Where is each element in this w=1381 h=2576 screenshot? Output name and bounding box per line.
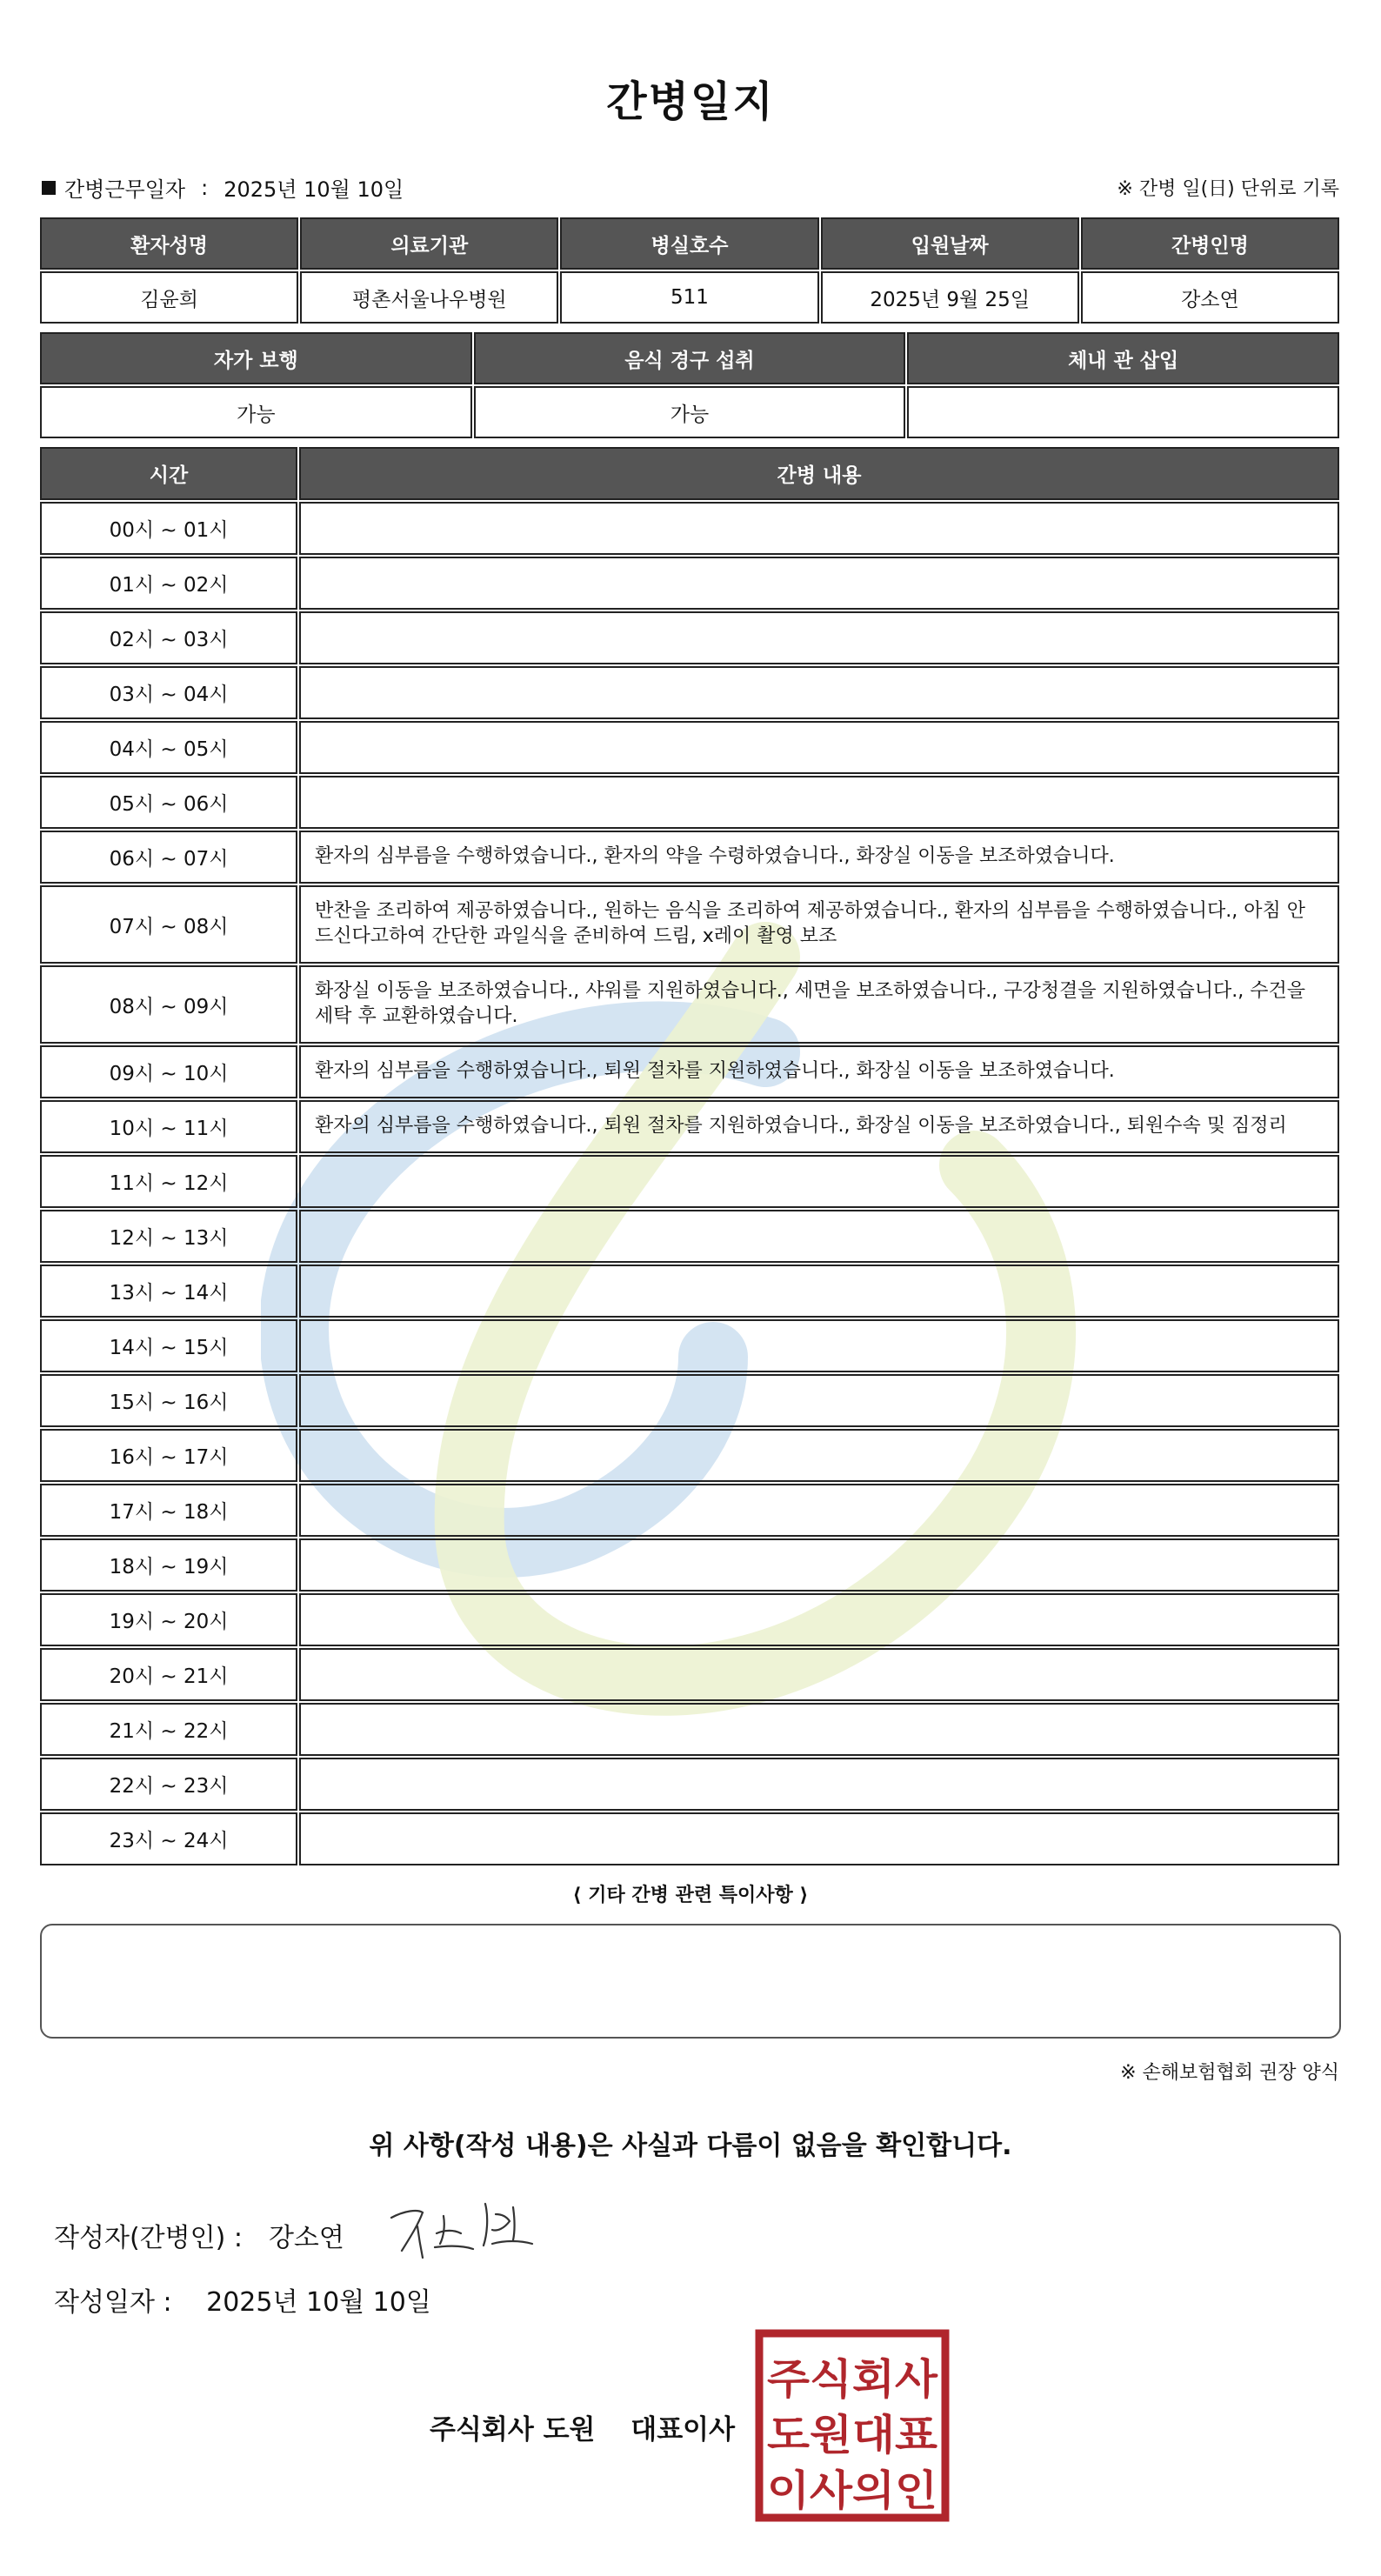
company-seal-stamp bbox=[755, 2329, 950, 2522]
log-time-cell: 03시 ~ 04시 bbox=[40, 666, 297, 719]
care-log-table bbox=[40, 447, 1341, 1867]
work-date-value: 2025년 10월 10일 bbox=[223, 177, 404, 202]
company-signature-line bbox=[430, 2407, 735, 2446]
written-date-value: 2025년 10월 10일 bbox=[206, 2287, 431, 2318]
log-content-cell bbox=[299, 666, 1339, 719]
log-time-cell: 01시 ~ 02시 bbox=[40, 557, 297, 610]
log-content-cell: 환자의 심부름을 수행하였습니다., 퇴원 절차를 지원하였습니다., 화장실 이동을 보조하였습니다., 퇴원수속 및 짐정리 bbox=[299, 1100, 1339, 1153]
log-time-cell: 06시 ~ 07시 bbox=[40, 831, 297, 884]
log-content-cell bbox=[299, 557, 1339, 610]
log-time-cell: 17시 ~ 18시 bbox=[40, 1484, 297, 1537]
work-date-separator: : bbox=[201, 175, 209, 200]
header-room: 병실호수 bbox=[560, 217, 818, 270]
handwritten-signature bbox=[383, 2192, 548, 2261]
log-time-cell: 09시 ~ 10시 bbox=[40, 1045, 297, 1098]
log-time-cell: 08시 ~ 09시 bbox=[40, 965, 297, 1044]
log-content-cell bbox=[299, 1703, 1339, 1756]
log-time-cell: 11시 ~ 12시 bbox=[40, 1155, 297, 1208]
log-content-cell bbox=[299, 1812, 1339, 1865]
log-time-cell: 14시 ~ 15시 bbox=[40, 1319, 297, 1372]
work-date-label: 간병근무일자 bbox=[64, 177, 186, 202]
log-time-cell: 12시 ~ 13시 bbox=[40, 1210, 297, 1263]
log-time-cell: 02시 ~ 03시 bbox=[40, 611, 297, 664]
written-date-row bbox=[54, 2280, 431, 2319]
log-time-cell: 10시 ~ 11시 bbox=[40, 1100, 297, 1153]
patient-name: 김윤희 bbox=[40, 271, 298, 324]
log-content-cell bbox=[299, 1210, 1339, 1263]
header-patient-name: 환자성명 bbox=[40, 217, 298, 270]
work-date-row bbox=[42, 172, 404, 203]
log-time-cell: 20시 ~ 21시 bbox=[40, 1648, 297, 1701]
log-time-cell: 13시 ~ 14시 bbox=[40, 1265, 297, 1318]
writer-row bbox=[54, 2216, 344, 2254]
record-unit-note: ※ 간병 일(日) 단위로 기록 bbox=[1117, 178, 1339, 200]
header-oral-intake: 음식 경구 섭취 bbox=[474, 332, 906, 384]
log-content-cell: 반찬을 조리하여 제공하였습니다., 원하는 음식을 조리하여 제공하였습니다., 환자의 심부름을 수행하였습니다., 아침 안드신다고하여 간단한 과일식을 준비하여 드림, x레이 촬영 보조 bbox=[299, 885, 1339, 964]
log-time-cell: 21시 ~ 22시 bbox=[40, 1703, 297, 1756]
log-content-cell bbox=[299, 1319, 1339, 1372]
log-time-cell: 00시 ~ 01시 bbox=[40, 502, 297, 555]
caregiver-name: 강소연 bbox=[1081, 271, 1339, 324]
log-time-cell: 22시 ~ 23시 bbox=[40, 1758, 297, 1811]
log-content-cell bbox=[299, 721, 1339, 774]
log-time-cell: 05시 ~ 06시 bbox=[40, 776, 297, 829]
log-content-cell bbox=[299, 1484, 1339, 1537]
log-content-cell: 환자의 심부름을 수행하였습니다., 퇴원 절차를 지원하였습니다., 화장실 이동을 보조하였습니다. bbox=[299, 1045, 1339, 1098]
remarks-box bbox=[40, 1924, 1341, 2039]
log-content-cell bbox=[299, 1155, 1339, 1208]
log-content-cell bbox=[299, 1593, 1339, 1646]
log-time-cell: 07시 ~ 08시 bbox=[40, 885, 297, 964]
header-time: 시간 bbox=[40, 447, 297, 500]
log-time-cell: 15시 ~ 16시 bbox=[40, 1374, 297, 1427]
writer-label: 작성자(간병인) : bbox=[54, 2223, 243, 2253]
square-bullet-icon bbox=[42, 181, 56, 195]
log-content-cell: 환자의 심부름을 수행하였습니다., 환자의 약을 수령하였습니다., 화장실 이동을 보조하였습니다. bbox=[299, 831, 1339, 884]
patient-ability-table bbox=[40, 332, 1341, 440]
log-content-cell bbox=[299, 1758, 1339, 1811]
remarks-title: ⟨ 기타 간병 관련 특이사항 ⟩ bbox=[572, 1885, 809, 1906]
company-name: 주식회사 도원 bbox=[430, 2414, 596, 2446]
svg-text:이사의인: 이사의인 bbox=[767, 2466, 937, 2515]
log-content-cell bbox=[299, 1429, 1339, 1482]
log-content-cell bbox=[299, 776, 1339, 829]
log-time-cell: 16시 ~ 17시 bbox=[40, 1429, 297, 1482]
log-time-cell: 04시 ~ 05시 bbox=[40, 721, 297, 774]
svg-text:주식회사: 주식회사 bbox=[767, 2355, 938, 2404]
room-number: 511 bbox=[560, 271, 818, 324]
hospital-name: 평촌서울나우병원 bbox=[300, 271, 558, 324]
log-content-cell bbox=[299, 1265, 1339, 1318]
log-content-cell bbox=[299, 1374, 1339, 1427]
writer-name: 강소연 bbox=[268, 2223, 344, 2253]
written-date-label: 작성일자 : bbox=[54, 2287, 172, 2318]
tube-insertion-value bbox=[907, 386, 1339, 438]
header-hospital: 의료기관 bbox=[300, 217, 558, 270]
log-time-cell: 18시 ~ 19시 bbox=[40, 1538, 297, 1592]
log-content-cell bbox=[299, 502, 1339, 555]
header-self-walking: 자가 보행 bbox=[40, 332, 472, 384]
log-content-cell: 화장실 이동을 보조하였습니다., 샤워를 지원하였습니다., 세면을 보조하였습니다., 구강청결을 지원하였습니다., 수건을 세탁 후 교환하였습니다. bbox=[299, 965, 1339, 1044]
header-admission-date: 입원날짜 bbox=[821, 217, 1079, 270]
header-care-content: 간병 내용 bbox=[299, 447, 1339, 500]
patient-info-table bbox=[40, 217, 1341, 325]
page-title: 간병일지 bbox=[606, 77, 775, 126]
oral-intake-value: 가능 bbox=[474, 386, 906, 438]
header-tube-insertion: 체내 관 삽입 bbox=[907, 332, 1339, 384]
log-content-cell bbox=[299, 611, 1339, 664]
admission-date: 2025년 9월 25일 bbox=[821, 271, 1079, 324]
source-note: ※ 손해보험협회 권장 양식 bbox=[1120, 2062, 1339, 2084]
self-walking-value: 가능 bbox=[40, 386, 472, 438]
company-role: 대표이사 bbox=[630, 2414, 736, 2446]
svg-text:도원대표: 도원대표 bbox=[767, 2411, 938, 2459]
header-caregiver: 간병인명 bbox=[1081, 217, 1339, 270]
log-time-cell: 19시 ~ 20시 bbox=[40, 1593, 297, 1646]
confirmation-statement: 위 사항(작성 내용)은 사실과 다름이 없음을 확인합니다. bbox=[369, 2131, 1012, 2161]
log-time-cell: 23시 ~ 24시 bbox=[40, 1812, 297, 1865]
log-content-cell bbox=[299, 1648, 1339, 1701]
log-content-cell bbox=[299, 1538, 1339, 1592]
